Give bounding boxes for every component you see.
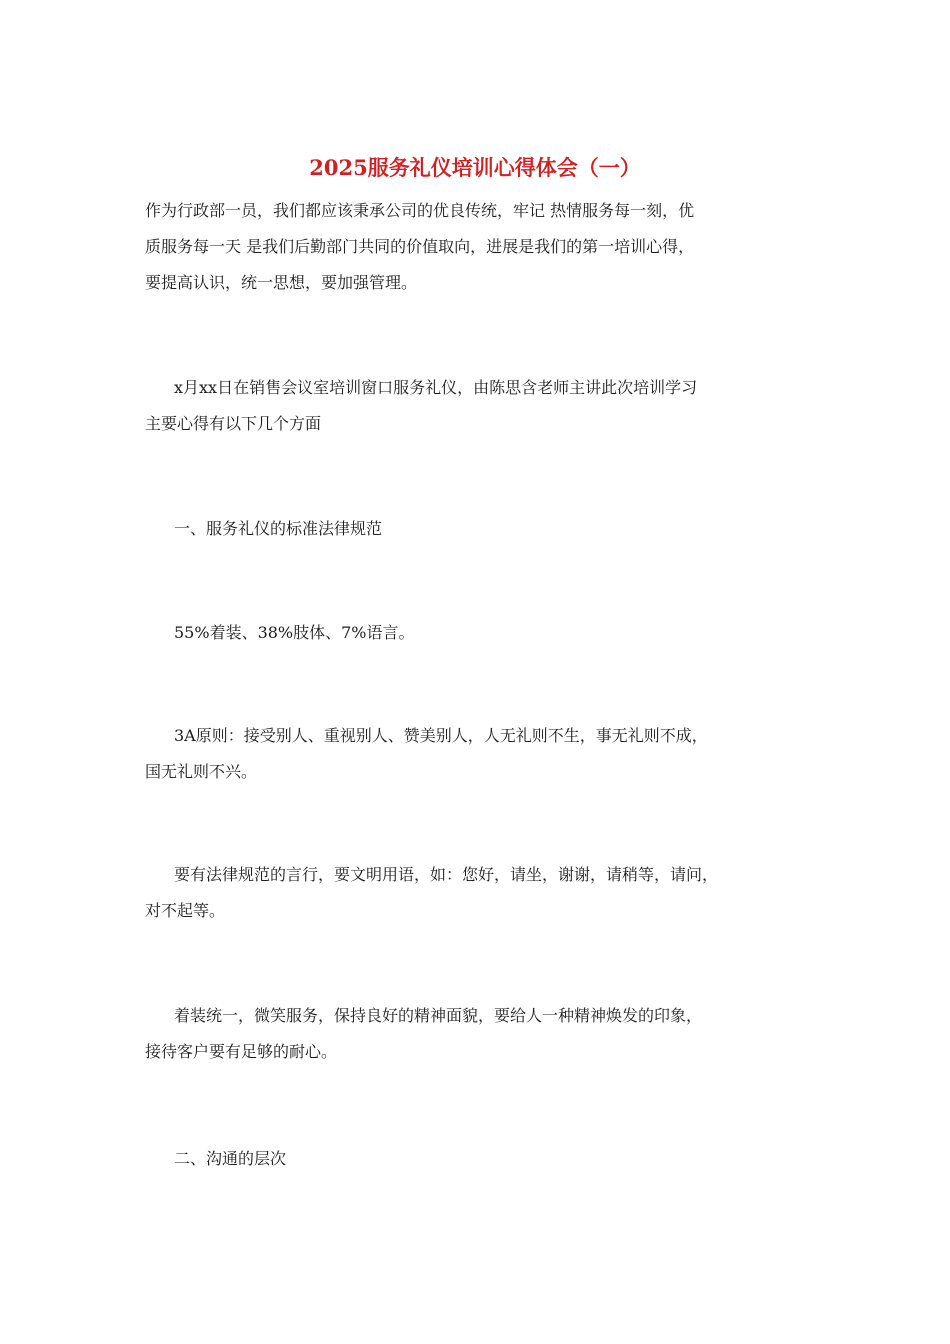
- paragraph-intro: [145, 193, 815, 301]
- section-heading-2: [145, 1141, 815, 1177]
- document-title: 2025服务礼仪培训心得体会（一）: [309, 155, 641, 180]
- section-heading-1: [145, 511, 815, 547]
- paragraph-3a-principle: [145, 718, 815, 790]
- paragraph-attire: [145, 998, 815, 1070]
- heading-line: 二、沟通的层次: [174, 1149, 287, 1168]
- paragraph-line: 要有法律规范的言行，要文明用语，如：您好，请坐，谢谢，请稍等，请问，: [174, 865, 719, 884]
- paragraph-line: x月xx日在销售会议室培训窗口服务礼仪，由陈思含老师主讲此次培训学习: [174, 378, 698, 397]
- paragraph-training-info: [145, 370, 815, 442]
- paragraph-line: 着装统一，微笑服务，保持良好的精神面貌，要给人一种精神焕发的印象，: [174, 1006, 703, 1025]
- paragraph-line: 质服务每一天 是我们后勤部门共同的价值取向，进展是我们的第一培训心得，: [145, 237, 695, 256]
- paragraph-line: 主要心得有以下几个方面: [145, 414, 322, 433]
- paragraph-line: 对不起等。: [145, 901, 226, 920]
- paragraph-line: 要提高认识，统一思想，要加强管理。: [145, 273, 418, 292]
- paragraph-line: 接待客户要有足够的耐心。: [145, 1042, 338, 1061]
- paragraph-line: 作为行政部一员，我们都应该秉承公司的优良传统，牢记 热情服务每一刻，优: [145, 201, 695, 220]
- paragraph-line: 55%着装、38%肢体、7%语言。: [174, 623, 415, 642]
- paragraph-line: 3A原则：接受别人、重视别人、赞美别人，人无礼则不生，事无礼则不成，: [174, 726, 708, 745]
- paragraph-percentages: [145, 615, 815, 651]
- paragraph-line: 国无礼则不兴。: [145, 762, 258, 781]
- paragraph-polite-language: [145, 857, 815, 929]
- heading-line: 一、服务礼仪的标准法律规范: [174, 519, 383, 538]
